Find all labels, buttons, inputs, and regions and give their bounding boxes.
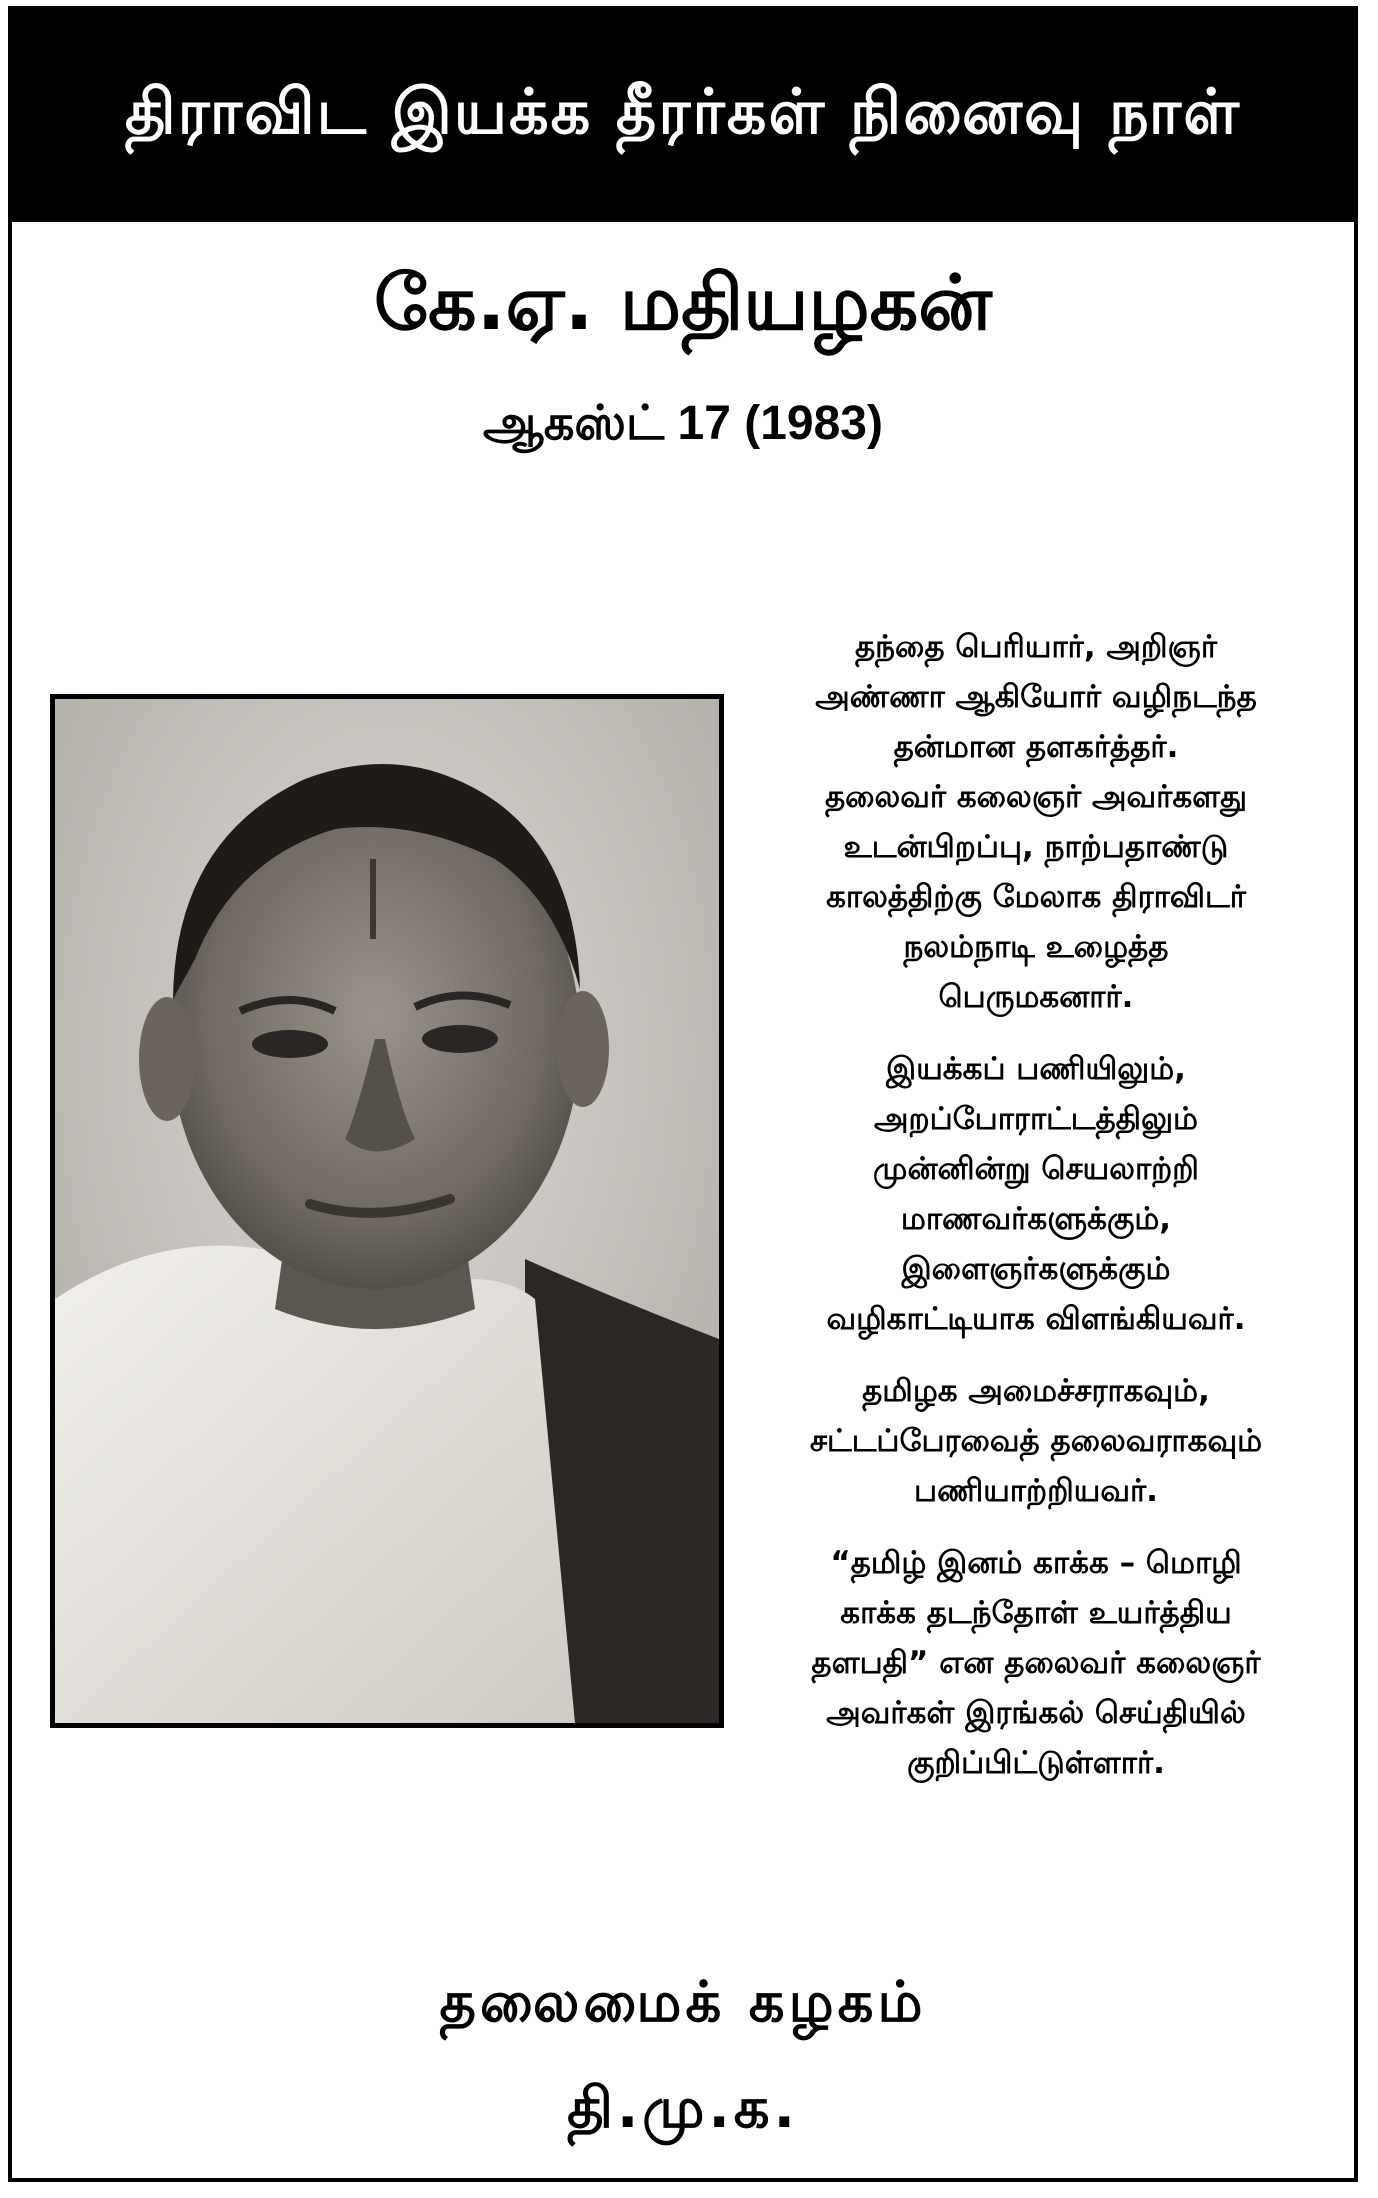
footer-organization: தலைமைக் கழகம் bbox=[439, 1970, 927, 2035]
person-name: கே.ஏ. மதியழகன் bbox=[374, 258, 992, 347]
footer-party-name: தி.மு.க. bbox=[567, 2076, 799, 2141]
memorial-poster bbox=[8, 6, 1358, 2182]
banner-title: திராவிட இயக்க தீரர்கள் நினைவு நாள் bbox=[124, 75, 1242, 148]
portrait-photo bbox=[50, 694, 724, 1728]
top-banner bbox=[12, 10, 1354, 222]
biography-text bbox=[734, 622, 1338, 1810]
memorial-date: ஆகஸ்ட் 17 (1983) bbox=[483, 397, 883, 450]
bio-paragraph: இயக்கப் பணியிலும், அறப்போராட்டத்திலும் முன்னின்று செயலாற்றி மாணவர்களுக்கும், இளைஞர்களுக்கும் வழிகாட்டியாக விளங்கியவர். bbox=[826, 1051, 1246, 1337]
bio-paragraph: தந்தை பெரியார், அறிஞர் அண்ணா ஆகியோர் வழிநடந்த தன்மான தளகர்த்தர். தலைவர் கலைஞர் அவர்களது உடன்பிறப்பு, நாற்பதாண்டு காலத்திற்கு மேலாக திராவிடர் நலம்நாடி உழைத்த பெருமகனார். bbox=[815, 629, 1257, 1015]
bio-paragraph: “தமிழ் இனம் காக்க – மொழி காக்க தடந்தோள் உயர்த்திய தளபதி” என தலைவர் கலைஞர் அவர்கள் இரங்கல் செய்தியில் குறிப்பிட்டுள்ளார். bbox=[811, 1545, 1261, 1781]
bio-paragraph: தமிழக அமைச்சராகவும், சட்டப்பேரவைத் தலைவராகவும் பணியாற்றியவர். bbox=[809, 1373, 1263, 1509]
portrait-photo-icon bbox=[55, 699, 719, 1723]
